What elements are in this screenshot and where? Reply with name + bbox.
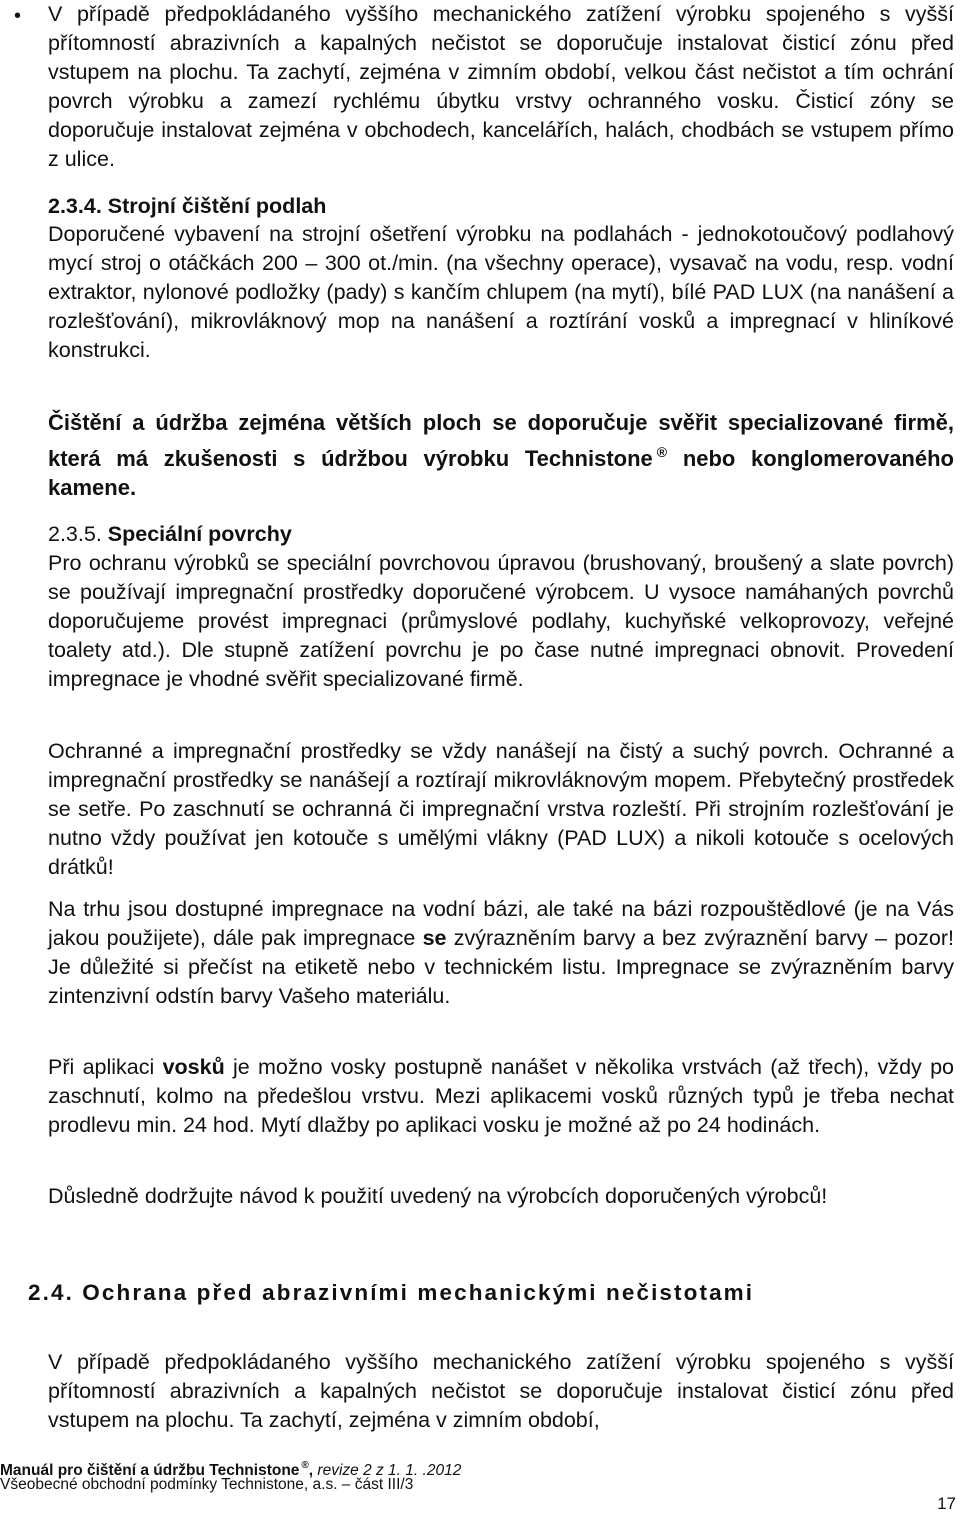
registered-mark: ® (656, 443, 668, 460)
text-run: Na trhu jsou dostupné impregnace na vodní bázi, ale také na bázi rozpouštědlové (je na Vás jakou použijete), dále pak impregnace (48, 897, 954, 950)
subsection-heading-2-3-5 (48, 520, 292, 549)
footer-revision: revize 2 z 1. 1. .2012 (317, 1462, 462, 1479)
bold-run: vosků (162, 1055, 225, 1079)
subsection-title: Strojní čištění podlah (107, 194, 327, 218)
footer-comma: , (308, 1462, 314, 1479)
text-run: je možno vosky postupně nanášet v několika vrstvách (až třech), vždy po zaschnutí, kolmo na předešlou vrstvu. Mezi aplikacemi vosků různých typů je třeba nechat prodlevu min. 24 hod. Mytí dlažby po aplikaci vosku je možné až po 24 hodinách. (48, 1055, 954, 1137)
footer-terms: Všeobecné obchodní podmínky Technistone, a.s. – část III/3 (0, 1476, 414, 1493)
text-run: zvýrazněním barvy a bez zvýraznění barvy – pozor! Je důležité si přečíst na etiketě nebo v technickém listu. Impregnace se zvýrazněním barvy zintenzivní odstín barvy Vašeho materiálu. (48, 926, 954, 1008)
paragraph-protective-agents: Ochranné a impregnační prostředky se vždy nanášejí na čistý a suchý povrch. Ochranné a impregnační prostředky se nanášejí a roztírají mikrovláknovým mopem. Přebytečný prostředek se setře. Po zaschnutí se ochranná či impregnační vrstva rozleští. Při strojním rozlešťování je nutno vždy používat jen kotouče s umělými vlákny (PAD LUX) a nikoli kotouče s ocelových drátků! (48, 739, 954, 879)
bullet-paragraph: V případě předpokládaného vyššího mechanického zatížení výrobku spojeného s vyšší přítomností abrazivních a kapalných nečistot se doporučuje instalovat čisticí zónu před vstupem na plochu. Ta zachytí, zejména v zimním období, velkou část nečistot a tím ochrání povrch výrobku a zamezí rychlému úbytku vrstvy ochranného vosku. Čisticí zóny se doporučuje instalovat zejména v obchodech, kancelářích, halách, chodbách se vstupem přímo z ulice. (48, 2, 954, 171)
registered-mark: ® (301, 1460, 309, 1471)
paragraph-specialized-firm (48, 408, 954, 503)
paragraph-waxes (48, 1053, 954, 1140)
subsection-title: Speciální povrchy (107, 522, 292, 546)
page-number: 17 (937, 1494, 956, 1513)
subsection-heading-2-3-4 (48, 192, 326, 221)
paragraph-impregnation-types (48, 895, 954, 1011)
paragraph-follow-instructions: Důsledně dodržujte návod k použití uvedený na výrobcích doporučených výrobců! (48, 1184, 828, 1208)
footer-title: Manuál pro čištění a údržbu Technistone (0, 1462, 300, 1479)
paragraph-abrasive-protection: V případě předpokládaného vyššího mechanického zatížení výrobku spojeného s vyšší přítomností abrazivních a kapalných nečistot se doporučuje instalovat čisticí zónu před vstupem na plochu. Ta zachytí, zejména v zimním období, (48, 1350, 954, 1432)
bold-run: se (422, 926, 447, 950)
subsection-number: 2.3.4. (48, 194, 102, 218)
bold-note-end: nebo konglomerovaného kamene. (48, 445, 954, 500)
subsection-number: 2.3.5. (48, 522, 102, 546)
section-heading-2-4: 2.4. Ochrana před abrazivními mechanickými nečistotami (28, 1280, 755, 1305)
paragraph-machine-cleaning: Doporučené vybavení na strojní ošetření výrobku na podlahách - jednokotoučový podlahový mycí stroj o otáčkách 200 – 300 ot./min. (na všechny operace), vysavač na vodu, resp. vodní extraktor, nylonové podložky (pady) s kančím chlupem (na mytí), bílé PAD LUX (na nanášení a rozlešťování), mikrovláknový mop na nanášení a roztírání vosků a impregnací v hliníkové konstrukci. (48, 222, 954, 362)
paragraph-special-surfaces: Pro ochranu výrobků se speciální povrchovou úpravou (brushovaný, broušený a slate povrch) se používají impregnační prostředky doporučené výrobcem. U vysoce namáhaných povrchů doporučujeme provést impregnaci (průmyslové podlahy, kuchyňské velkoprovozy, veřejné toalety atd.). Dle stupně zatížení povrchu je po čase nutné impregnaci obnovit. Provedení impregnace je vhodné svěřit specializované firmě. (48, 551, 954, 691)
bold-note-text: Čištění a údržba zejména větších ploch se doporučuje svěřit specializované firmě, která má zkušenosti s údržbou výrobku Technistone (48, 410, 954, 471)
bullet-dot: • (14, 5, 22, 27)
text-run: Při aplikaci (48, 1055, 163, 1079)
